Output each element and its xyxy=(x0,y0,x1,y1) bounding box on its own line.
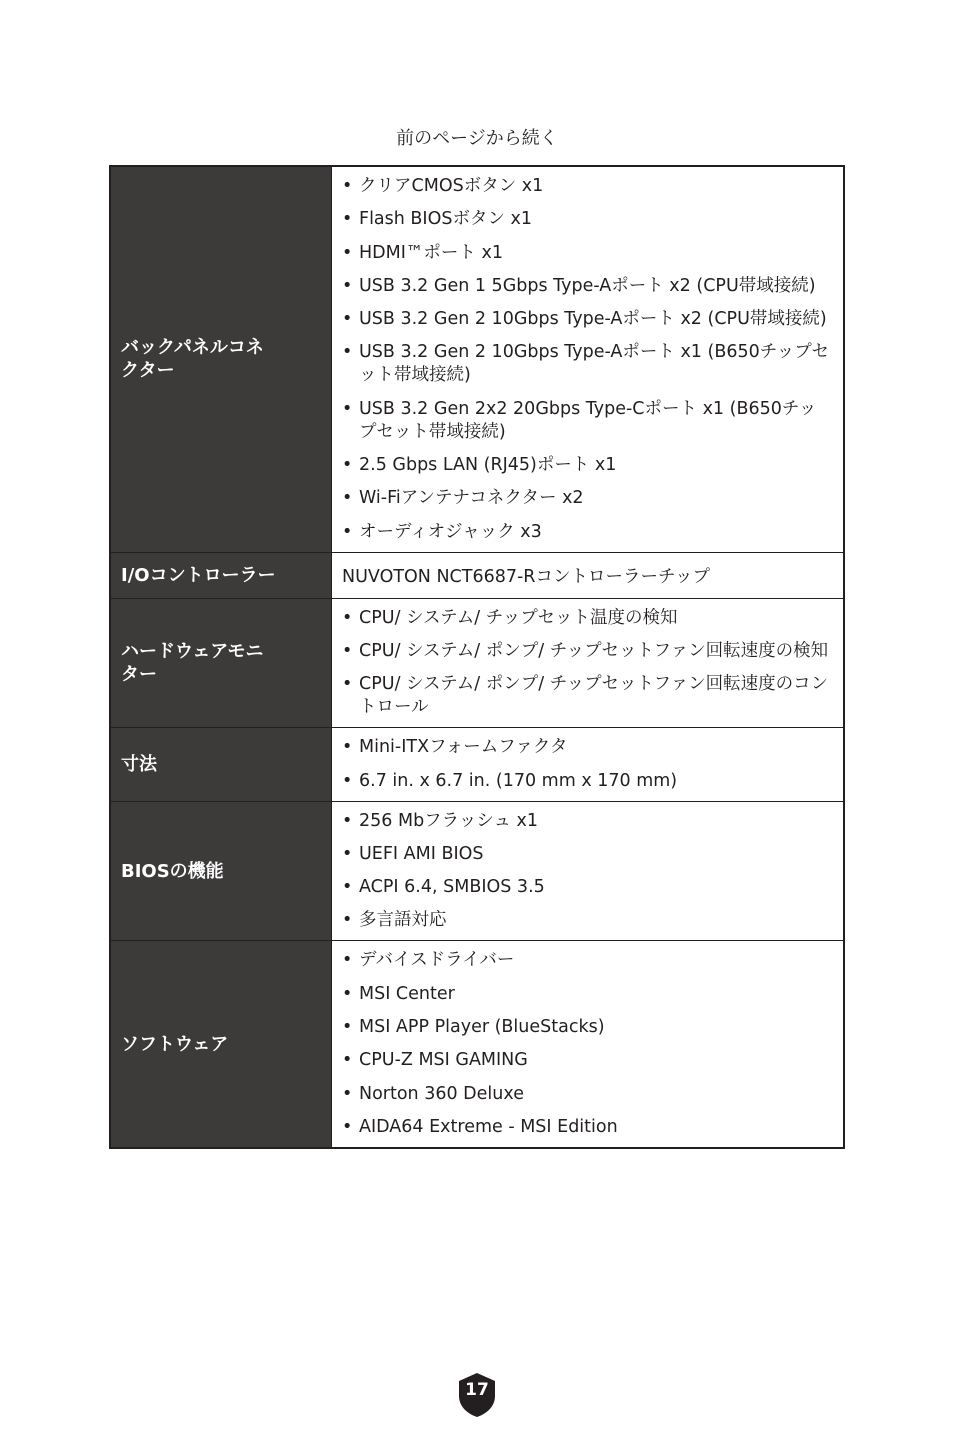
list-item: • Flash BIOSボタン x1 xyxy=(342,208,833,231)
spec-label: 寸法 xyxy=(110,728,332,801)
list-item: • クリアCMOSボタン x1 xyxy=(342,175,833,198)
spec-label-text: ハードウェアモニター xyxy=(121,640,264,685)
list-item: • 256 Mbフラッシュ x1 xyxy=(342,810,833,833)
list-item: • USB 3.2 Gen 2x2 20Gbps Type-Cポート x1 (B650チップセット帯域接続) xyxy=(342,398,833,444)
spec-value xyxy=(332,941,845,1148)
spec-label: ソフトウェア xyxy=(110,941,332,1148)
spec-list xyxy=(342,607,833,720)
list-item: • ACPI 6.4, SMBIOS 3.5 xyxy=(342,876,833,899)
spec-list xyxy=(342,736,833,792)
spec-row-software xyxy=(110,941,844,1148)
spec-table xyxy=(109,165,845,1149)
spec-value xyxy=(332,728,845,801)
list-item: • 多言語対応 xyxy=(342,909,833,932)
list-item: • 6.7 in. x 6.7 in. (170 mm x 170 mm) xyxy=(342,770,833,793)
spec-row-hardware-monitor xyxy=(110,598,844,728)
list-item: • AIDA64 Extreme - MSI Edition xyxy=(342,1116,833,1139)
list-item: • Norton 360 Deluxe xyxy=(342,1083,833,1106)
list-item: • CPU/ システム/ ポンプ/ チップセットファン回転速度のコントロール xyxy=(342,673,833,719)
list-item: • Mini-ITXフォームファクタ xyxy=(342,736,833,759)
spec-list xyxy=(342,810,833,933)
list-item: • USB 3.2 Gen 1 5Gbps Type-Aポート x2 (CPU帯域接続) xyxy=(342,275,833,298)
spec-value: NUVOTON NCT6687-Rコントローラーチップ xyxy=(332,552,845,598)
spec-row-io-controller xyxy=(110,552,844,598)
list-item: • Wi-Fiアンテナコネクター x2 xyxy=(342,487,833,510)
spec-label xyxy=(110,598,332,728)
page-number: 17 xyxy=(465,1380,489,1400)
list-item: • CPU/ システム/ ポンプ/ チップセットファン回転速度の検知 xyxy=(342,640,833,663)
list-item: • CPU-Z MSI GAMING xyxy=(342,1049,833,1072)
list-item: • MSI APP Player (BlueStacks) xyxy=(342,1016,833,1039)
spec-label: BIOSの機能 xyxy=(110,801,332,941)
list-item: • デバイスドライバー xyxy=(342,949,833,972)
spec-value xyxy=(332,166,845,552)
spec-label-text: バックパネルコネクター xyxy=(121,337,264,382)
spec-row-back-panel xyxy=(110,166,844,552)
list-item: • USB 3.2 Gen 2 10Gbps Type-Aポート x1 (B650チップセット帯域接続) xyxy=(342,341,833,387)
spec-label xyxy=(110,166,332,552)
list-item: • HDMI™ポート x1 xyxy=(342,242,833,265)
continued-note: 前のページから続く xyxy=(396,128,558,149)
spec-row-dimensions xyxy=(110,728,844,801)
spec-label: I/Oコントローラー xyxy=(110,552,332,598)
spec-list xyxy=(342,949,833,1138)
list-item: • 2.5 Gbps LAN (RJ45)ポート x1 xyxy=(342,454,833,477)
spec-row-bios xyxy=(110,801,844,941)
list-item: • CPU/ システム/ チップセット温度の検知 xyxy=(342,607,833,630)
list-item: • USB 3.2 Gen 2 10Gbps Type-Aポート x2 (CPU帯域接続) xyxy=(342,308,833,331)
spec-list xyxy=(342,175,833,544)
page-number-badge xyxy=(457,1372,497,1418)
list-item: • UEFI AMI BIOS xyxy=(342,843,833,866)
spec-value xyxy=(332,598,845,728)
list-item: • オーディオジャック x3 xyxy=(342,521,833,544)
list-item: • MSI Center xyxy=(342,983,833,1006)
spec-value xyxy=(332,801,845,941)
